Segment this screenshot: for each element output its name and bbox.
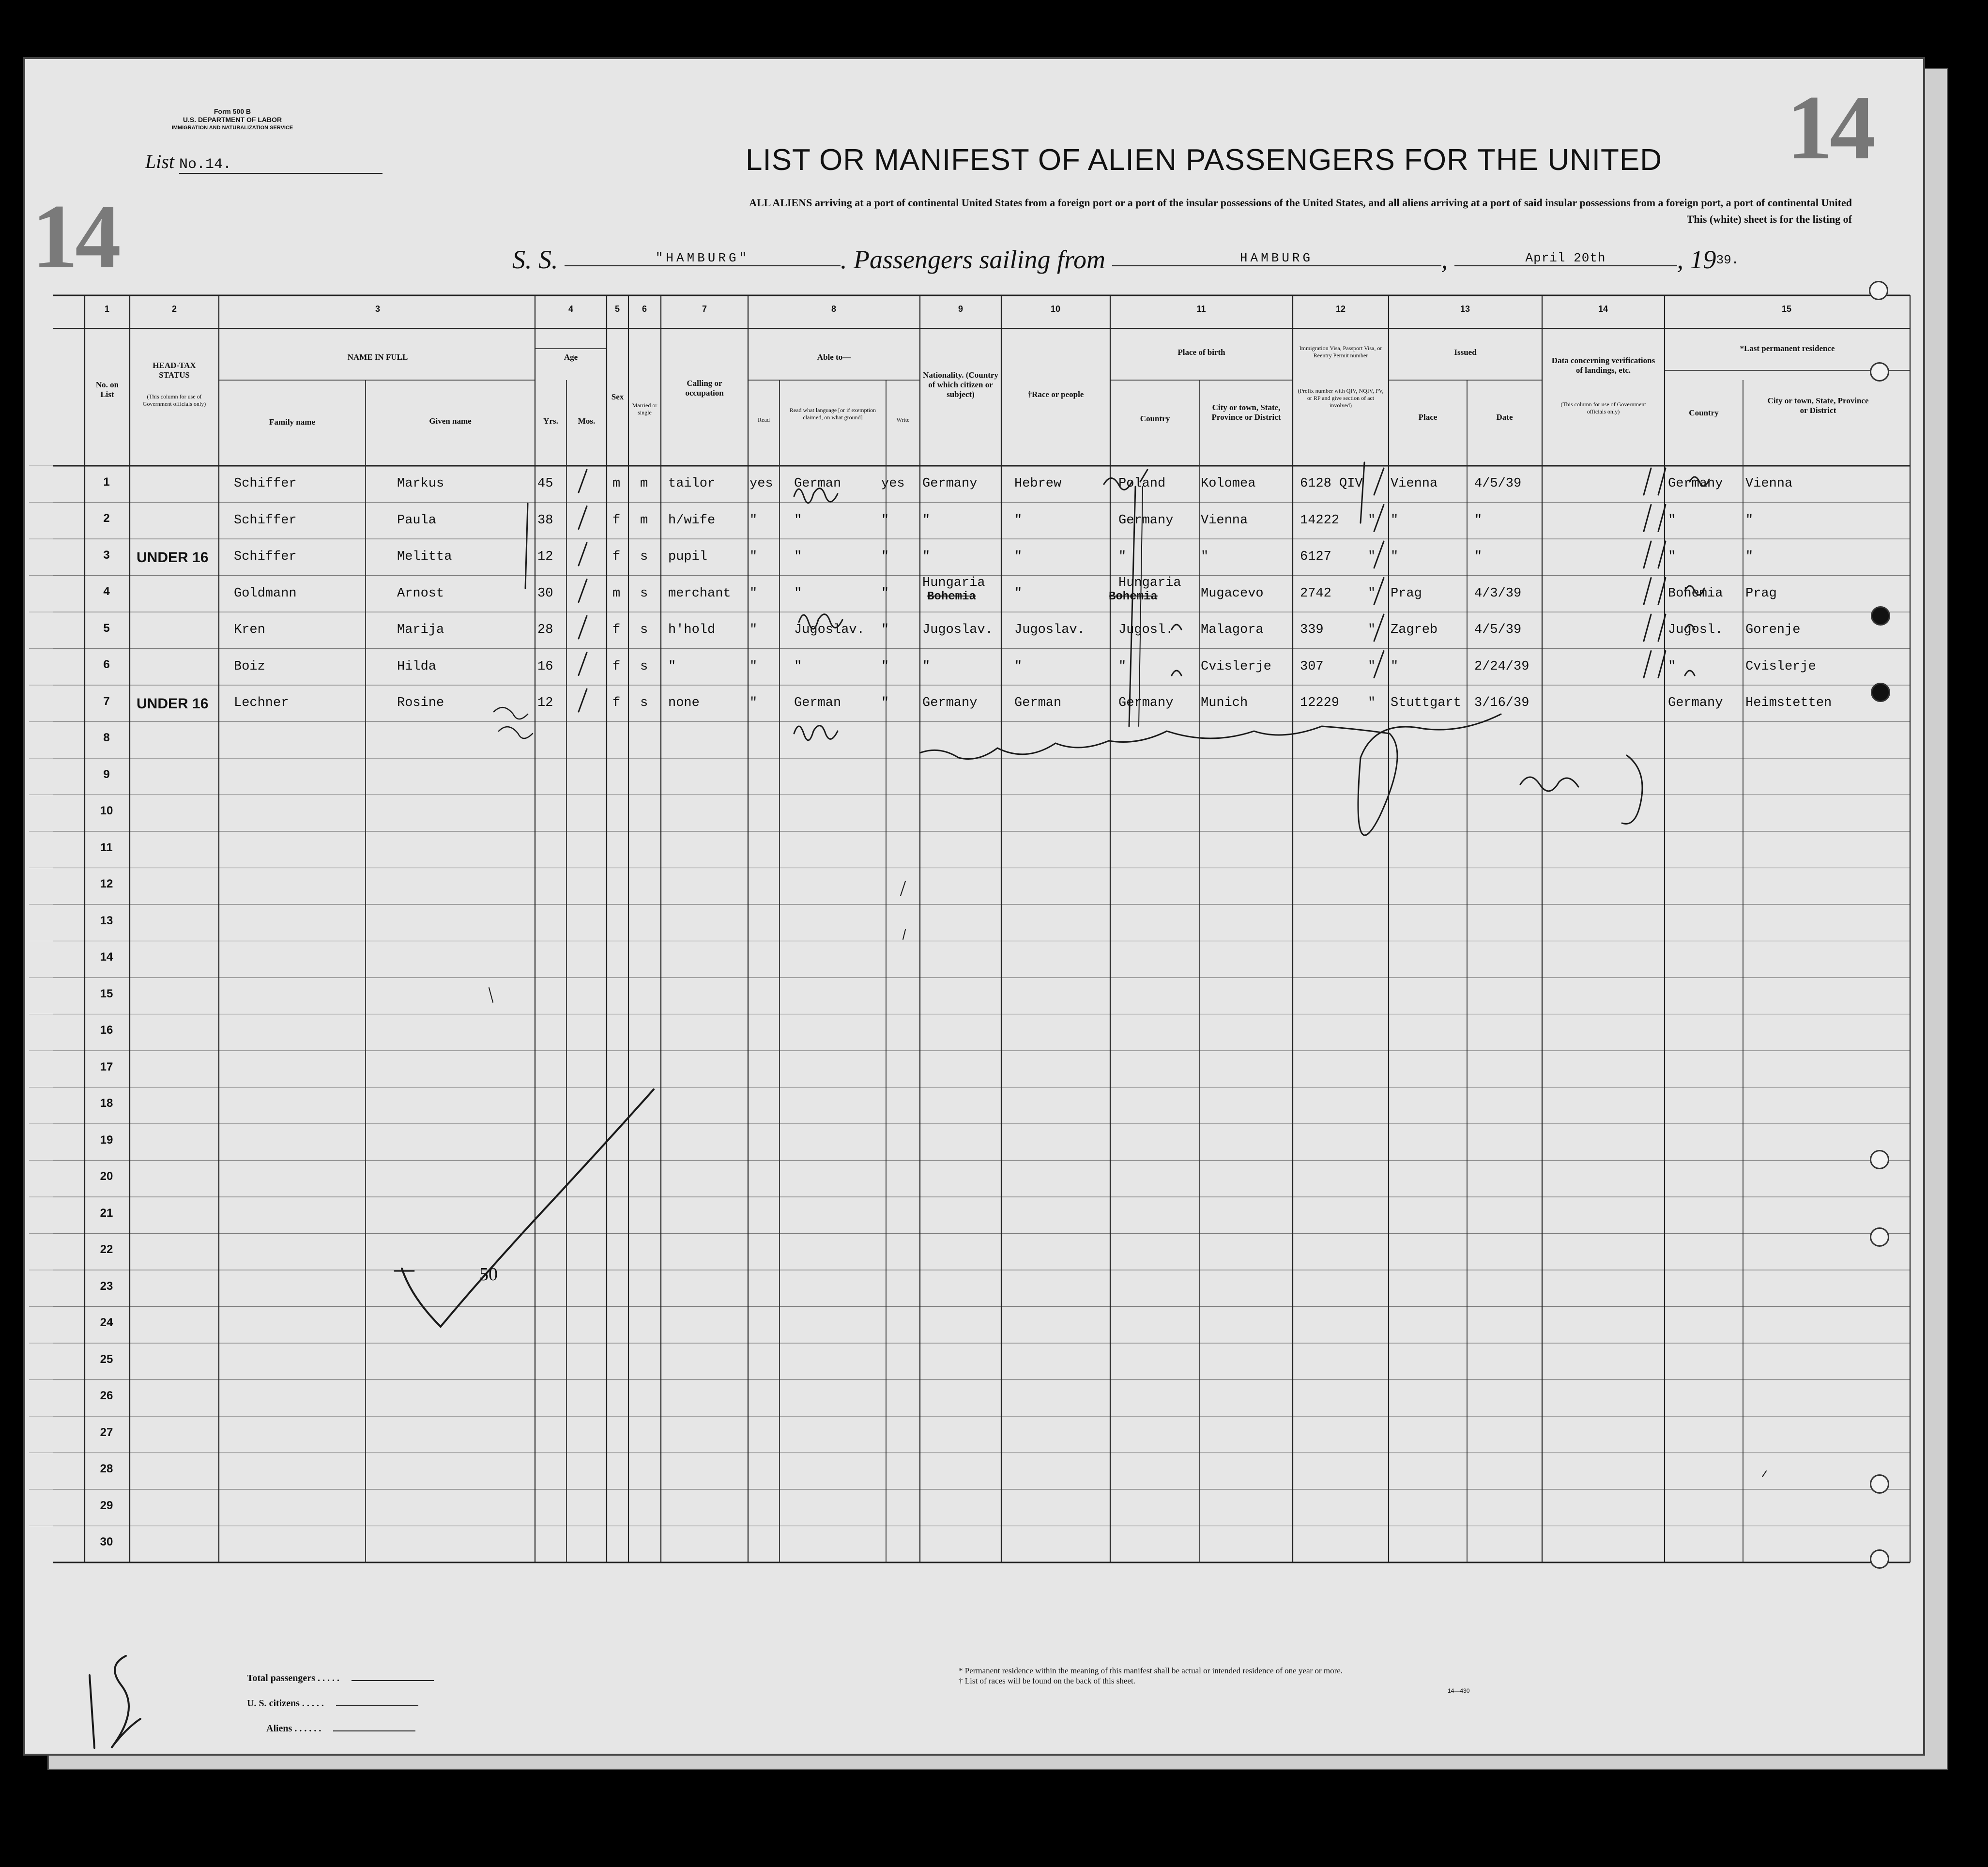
visa-ditto: " bbox=[1368, 550, 1376, 564]
given-name: Melitta bbox=[397, 550, 452, 564]
residence-city: Heimstetten bbox=[1745, 696, 1832, 710]
visa-number: 14222 bbox=[1300, 513, 1340, 528]
family-name: Boiz bbox=[234, 659, 265, 674]
check-mark bbox=[1374, 651, 1384, 678]
issued-place: " bbox=[1391, 659, 1399, 674]
handwritten-note bbox=[1685, 625, 1695, 629]
header-nationality: Nationality. (Country of which citizen or subject) bbox=[923, 370, 998, 399]
row-number: 12 bbox=[100, 877, 113, 891]
visa-ditto: " bbox=[1368, 696, 1376, 710]
age-years: 12 bbox=[537, 696, 553, 710]
family-name: Schiffer bbox=[234, 550, 297, 564]
read-language: German bbox=[794, 696, 841, 710]
nationality: " bbox=[922, 550, 931, 564]
row-number: 30 bbox=[100, 1535, 113, 1549]
row-number: 5 bbox=[103, 621, 110, 635]
can-read: " bbox=[749, 586, 758, 601]
sailing-date: April 20th bbox=[1454, 251, 1677, 266]
column-number: 3 bbox=[375, 304, 381, 314]
header-read-language: Read what language [or if exemption claimed, on what ground] bbox=[789, 407, 876, 421]
header-married: Married or single bbox=[632, 402, 658, 416]
sex: f bbox=[612, 696, 621, 710]
check-mark bbox=[1374, 468, 1384, 495]
sex: f bbox=[612, 550, 621, 564]
age-years: 30 bbox=[537, 586, 553, 601]
column-number: 8 bbox=[831, 304, 837, 314]
footnotes bbox=[959, 1666, 1343, 1686]
header-write: Write bbox=[896, 416, 910, 423]
row-number: 6 bbox=[103, 658, 110, 672]
ship-prefix: S. S. bbox=[512, 245, 558, 274]
handwritten-note bbox=[920, 714, 1501, 835]
can-read: " bbox=[749, 659, 758, 674]
check-mark bbox=[1658, 505, 1666, 532]
issued-place: Vienna bbox=[1391, 476, 1438, 491]
year-suffix: 39. bbox=[1716, 253, 1739, 267]
handwritten-note bbox=[1520, 777, 1578, 791]
column-number: 5 bbox=[614, 304, 620, 314]
birth-city: Cvislerje bbox=[1201, 659, 1271, 674]
handwritten-note bbox=[494, 707, 533, 738]
footnote-races: † List of races will be found on the back of this sheet. bbox=[959, 1676, 1135, 1685]
issued-place: Prag bbox=[1391, 586, 1422, 601]
marital-status: s bbox=[640, 623, 648, 637]
handwritten-note bbox=[1685, 586, 1704, 595]
handwritten-note bbox=[794, 489, 838, 503]
header-issued-date: Date bbox=[1496, 413, 1513, 422]
row-number: 4 bbox=[103, 585, 110, 598]
given-name: Rosine bbox=[397, 696, 444, 710]
race: Hebrew bbox=[1014, 476, 1062, 491]
birth-country: Hungaria bbox=[1118, 575, 1181, 590]
stray-mark bbox=[489, 881, 1766, 1477]
header-given-name: Given name bbox=[429, 416, 472, 426]
check-mark bbox=[1658, 468, 1666, 495]
header-place-of-birth: Place of birth bbox=[1178, 348, 1225, 357]
totals-block: Total passengers . . . . . U. S. citizens . . . . . Aliens . . . . . . bbox=[247, 1666, 434, 1741]
row-number: 22 bbox=[100, 1243, 113, 1256]
can-write: " bbox=[881, 696, 889, 710]
read-language: Jugoslav. bbox=[794, 623, 865, 637]
race: " bbox=[1014, 586, 1023, 601]
check-mark bbox=[1644, 578, 1651, 605]
total-passengers-line bbox=[352, 1680, 434, 1681]
race: " bbox=[1014, 550, 1023, 564]
header-issued-place: Place bbox=[1418, 413, 1437, 422]
visa-number: 339 bbox=[1300, 623, 1324, 637]
us-citizens-label: U. S. citizens bbox=[247, 1698, 300, 1709]
column-number: 12 bbox=[1335, 304, 1346, 314]
residence-city: Gorenje bbox=[1745, 623, 1801, 637]
visa-ditto: " bbox=[1368, 659, 1376, 674]
row-number: 19 bbox=[100, 1133, 113, 1147]
check-mark bbox=[1644, 614, 1651, 641]
manifest-title: LIST OR MANIFEST OF ALIEN PASSENGERS FOR THE UNITED bbox=[746, 143, 1662, 177]
subtitle-line-2: This (white) sheet is for the listing of bbox=[1686, 213, 1852, 225]
header-visa-note: (Prefix number with QIV, NQIV, PV, or RP and give section of act involved) bbox=[1298, 387, 1384, 409]
visa-ditto: " bbox=[1368, 623, 1376, 637]
can-write: " bbox=[881, 623, 889, 637]
occupation: h/wife bbox=[668, 513, 716, 528]
header-yrs: Yrs. bbox=[543, 416, 558, 426]
row-number: 11 bbox=[100, 841, 113, 854]
header-head-tax: HEAD-TAX STATUS bbox=[153, 361, 196, 380]
can-write: " bbox=[881, 586, 889, 601]
check-mark bbox=[1658, 541, 1666, 568]
header-res-city: City or town, State, Province or District bbox=[1767, 396, 1869, 415]
residence-city: Vienna bbox=[1745, 476, 1793, 491]
issued-date: 4/3/39 bbox=[1474, 586, 1522, 601]
row-number: 23 bbox=[100, 1279, 113, 1293]
column-number: 14 bbox=[1598, 304, 1608, 314]
given-name: Marija bbox=[397, 623, 444, 637]
issued-place: " bbox=[1391, 513, 1399, 528]
family-name: Schiffer bbox=[234, 476, 297, 491]
handwritten-note bbox=[1622, 755, 1642, 824]
read-language: " bbox=[794, 586, 802, 601]
can-write: yes bbox=[881, 476, 905, 491]
ship-line: S. S. "HAMBURG" . Passengers sailing from HAMBURG , April 20th , 1939. bbox=[512, 245, 1739, 274]
ship-name: "HAMBURG" bbox=[565, 251, 841, 266]
footnote-residence: * Permanent residence within the meaning of this manifest shall be actual or intended residence of one year or more. bbox=[959, 1666, 1343, 1675]
column-number: 10 bbox=[1050, 304, 1061, 314]
race: " bbox=[1014, 659, 1023, 674]
column-number: 13 bbox=[1460, 304, 1470, 314]
issued-date: " bbox=[1474, 550, 1483, 564]
residence-city: " bbox=[1745, 513, 1754, 528]
row-number: 9 bbox=[103, 767, 110, 781]
bracket-mark bbox=[1139, 487, 1143, 726]
issued-place: " bbox=[1391, 550, 1399, 564]
birth-country: " bbox=[1118, 550, 1127, 564]
birth-city: " bbox=[1201, 550, 1209, 564]
check-mark bbox=[1374, 505, 1384, 532]
header-mos: Mos. bbox=[578, 416, 596, 426]
departure-port: HAMBURG bbox=[1112, 251, 1441, 266]
check-mark bbox=[1644, 505, 1651, 532]
race: " bbox=[1014, 513, 1023, 528]
handwritten-note bbox=[1104, 470, 1147, 490]
row-number: 1 bbox=[103, 475, 110, 489]
header-birth-city: City or town, State, Province or District bbox=[1211, 403, 1281, 422]
occupation: none bbox=[668, 696, 700, 710]
visa-number: 307 bbox=[1300, 659, 1324, 674]
sex: f bbox=[612, 623, 621, 637]
folio-number-left: 14 bbox=[32, 186, 118, 288]
occupation: tailor bbox=[668, 476, 716, 491]
head-tax-status: UNDER 16 bbox=[137, 696, 209, 712]
read-language: " bbox=[794, 659, 802, 674]
check-mark bbox=[1658, 614, 1666, 641]
year-prefix: 19 bbox=[1690, 245, 1716, 274]
issued-place: Stuttgart bbox=[1391, 696, 1461, 710]
form-code: 14—430 bbox=[1448, 1687, 1470, 1694]
check-mark bbox=[1374, 578, 1384, 605]
header-sex: Sex bbox=[611, 392, 624, 401]
check-mark bbox=[579, 689, 587, 712]
check-mark bbox=[579, 580, 587, 602]
occupation: merchant bbox=[668, 586, 731, 601]
bracket-mark bbox=[525, 504, 528, 588]
nationality: Germany bbox=[922, 476, 978, 491]
column-number: 4 bbox=[568, 304, 574, 314]
given-name: Paula bbox=[397, 513, 437, 528]
race: German bbox=[1014, 696, 1062, 710]
row-number: 2 bbox=[103, 512, 110, 525]
marital-status: m bbox=[640, 476, 648, 491]
residence-country: Bohemia bbox=[1668, 586, 1723, 601]
read-language: " bbox=[794, 513, 802, 528]
column-number: 9 bbox=[958, 304, 963, 314]
list-number: No.14. bbox=[179, 156, 382, 174]
nationality: Hungaria bbox=[922, 575, 985, 590]
row-number: 28 bbox=[100, 1462, 113, 1476]
can-read: yes bbox=[749, 476, 773, 491]
binder-hole bbox=[1870, 362, 1889, 382]
row-number: 10 bbox=[100, 804, 113, 818]
bracket-mark bbox=[1129, 487, 1135, 726]
can-write: " bbox=[881, 513, 889, 528]
row-number: 21 bbox=[100, 1206, 113, 1220]
occupation: " bbox=[668, 659, 676, 674]
sex: m bbox=[612, 476, 621, 491]
check-mark bbox=[579, 616, 587, 639]
visa-number: 6128 QIV bbox=[1300, 476, 1363, 491]
read-language: German bbox=[794, 476, 841, 491]
birth-country: Jugosl. bbox=[1118, 623, 1174, 637]
birth-country: Germany bbox=[1118, 696, 1174, 710]
column-number: 6 bbox=[642, 304, 647, 314]
row-number: 8 bbox=[103, 731, 110, 745]
marital-status: s bbox=[640, 550, 648, 564]
total-passengers-label: Total passengers bbox=[247, 1673, 315, 1683]
check-mark bbox=[579, 470, 587, 492]
birth-country: Germany bbox=[1118, 513, 1174, 528]
header-name-in-full: NAME IN FULL bbox=[347, 352, 408, 362]
visa-number: 6127 bbox=[1300, 550, 1331, 564]
header-calling: Calling or occupation bbox=[685, 379, 724, 398]
can-write: " bbox=[881, 550, 889, 564]
sex: f bbox=[612, 659, 621, 674]
sailing-label: Passengers sailing from bbox=[854, 245, 1106, 274]
visa-number: 2742 bbox=[1300, 586, 1331, 601]
binder-hole bbox=[1870, 1150, 1889, 1169]
issued-date: 2/24/39 bbox=[1474, 659, 1529, 674]
binder-hole bbox=[1871, 606, 1890, 626]
residence-city: Prag bbox=[1745, 586, 1777, 601]
birth-city: Kolomea bbox=[1201, 476, 1256, 491]
can-read: " bbox=[749, 550, 758, 564]
check-mark bbox=[1644, 468, 1651, 495]
binder-hole bbox=[1871, 683, 1890, 702]
sex: m bbox=[612, 586, 621, 601]
marital-status: m bbox=[640, 513, 648, 528]
check-mark bbox=[1644, 651, 1651, 678]
can-read: " bbox=[749, 696, 758, 710]
can-read: " bbox=[749, 623, 758, 637]
check-mark bbox=[579, 543, 587, 566]
race: Jugoslav. bbox=[1014, 623, 1085, 637]
residence-country: Germany bbox=[1668, 696, 1723, 710]
check-mark bbox=[1374, 614, 1384, 641]
binder-hole bbox=[1870, 1474, 1889, 1494]
binder-hole bbox=[1870, 1227, 1889, 1247]
occupation: h'hold bbox=[668, 623, 716, 637]
column-number: 15 bbox=[1781, 304, 1792, 314]
family-name: Schiffer bbox=[234, 513, 297, 528]
marital-status: s bbox=[640, 696, 648, 710]
birth-city: Mugacevo bbox=[1201, 586, 1264, 601]
header-family-name: Family name bbox=[269, 417, 315, 427]
check-mark bbox=[1361, 462, 1364, 523]
family-name: Kren bbox=[234, 623, 265, 637]
handwritten-note bbox=[1685, 671, 1695, 675]
check-mark bbox=[1658, 651, 1666, 678]
given-name: Hilda bbox=[397, 659, 437, 674]
header-no-on-list: No. on List bbox=[95, 380, 119, 399]
column-number: 2 bbox=[171, 304, 177, 314]
given-name: Arnost bbox=[397, 586, 444, 601]
sex: f bbox=[612, 513, 621, 528]
row-number: 24 bbox=[100, 1316, 113, 1330]
tally-count: 50 bbox=[479, 1264, 498, 1285]
residence-country: " bbox=[1668, 513, 1676, 528]
marital-status: s bbox=[640, 586, 648, 601]
header-read: Read bbox=[758, 416, 770, 423]
subtitle-line-1: ALL ALIENS arriving at a port of continental United States from a foreign port or a port of the insular possessions of the United States, and all aliens arriving at a port of said insular possessions from a foreign port, a port of continental United bbox=[749, 197, 1852, 209]
row-number: 26 bbox=[100, 1389, 113, 1403]
head-tax-status: UNDER 16 bbox=[137, 550, 209, 566]
row-number: 29 bbox=[100, 1499, 113, 1512]
header-verifications-note: (This column for use of Government officials only) bbox=[1560, 401, 1646, 415]
age-years: 45 bbox=[537, 476, 553, 491]
family-name: Lechner bbox=[234, 696, 289, 710]
service-name: IMMIGRATION AND NATURALIZATION SERVICE bbox=[171, 125, 293, 131]
occupation: pupil bbox=[668, 550, 708, 564]
birth-city: Malagora bbox=[1201, 623, 1264, 637]
handwritten-note bbox=[794, 726, 838, 740]
column-number: 7 bbox=[702, 304, 707, 314]
struck-birth-country: Bohemia bbox=[1109, 590, 1158, 603]
birth-country: " bbox=[1118, 659, 1127, 674]
row-number: 16 bbox=[100, 1024, 113, 1037]
header-verifications: Data concerning verifications of landings, etc. bbox=[1551, 356, 1655, 375]
column-number: 11 bbox=[1196, 304, 1206, 314]
can-read: " bbox=[749, 513, 758, 528]
header-age: Age bbox=[564, 352, 578, 362]
family-name: Goldmann bbox=[234, 586, 297, 601]
row-number: 25 bbox=[100, 1352, 113, 1366]
row-number: 15 bbox=[100, 987, 113, 1000]
header-res-country: Country bbox=[1689, 408, 1719, 417]
issued-date: 4/5/39 bbox=[1474, 476, 1522, 491]
large-check-mark bbox=[402, 1089, 654, 1327]
birth-city: Munich bbox=[1201, 696, 1248, 710]
us-citizens-line bbox=[336, 1705, 418, 1706]
visa-number: 12229 bbox=[1300, 696, 1340, 710]
given-name: Markus bbox=[397, 476, 444, 491]
check-mark bbox=[1644, 541, 1651, 568]
visa-ditto: " bbox=[1368, 586, 1376, 601]
row-number: 7 bbox=[103, 694, 110, 708]
row-number: 14 bbox=[100, 950, 113, 964]
birth-country: Poland bbox=[1118, 476, 1166, 491]
folio-number-right: 14 bbox=[1787, 77, 1873, 179]
visa-ditto: " bbox=[1368, 513, 1376, 528]
handwritten-note bbox=[799, 614, 842, 629]
residence-country: Germany bbox=[1668, 476, 1723, 491]
column-number: 1 bbox=[104, 304, 110, 314]
header-able-to: Able to— bbox=[817, 352, 851, 362]
binder-hole bbox=[1870, 1549, 1889, 1569]
row-number: 17 bbox=[100, 1060, 113, 1073]
residence-country: " bbox=[1668, 659, 1676, 674]
header-race: †Race or people bbox=[1027, 390, 1084, 399]
row-number: 3 bbox=[103, 548, 110, 562]
issued-date: " bbox=[1474, 513, 1483, 528]
age-years: 16 bbox=[537, 659, 553, 674]
struck-nationality: Bohemia bbox=[927, 590, 976, 603]
nationality: Germany bbox=[922, 696, 978, 710]
age-years: 12 bbox=[537, 550, 553, 564]
row-number: 27 bbox=[100, 1425, 113, 1439]
residence-city: " bbox=[1745, 550, 1754, 564]
nationality: Jugoslav. bbox=[922, 623, 993, 637]
check-mark bbox=[579, 506, 587, 529]
row-number: 13 bbox=[100, 914, 113, 927]
check-mark bbox=[1374, 541, 1384, 568]
read-language: " bbox=[794, 550, 802, 564]
handwritten-note bbox=[1172, 671, 1181, 675]
residence-country: " bbox=[1668, 550, 1676, 564]
form-number: Form 500 B bbox=[214, 107, 251, 115]
header-birth-country: Country bbox=[1140, 414, 1170, 423]
age-years: 28 bbox=[537, 623, 553, 637]
row-number: 20 bbox=[100, 1170, 113, 1183]
header-visa: Immigration Visa, Passport Visa, or Reentry Permit number bbox=[1299, 345, 1382, 359]
header-head-tax-note: (This column for use of Government officials only) bbox=[142, 393, 206, 407]
list-label: List bbox=[145, 151, 175, 172]
row-number: 18 bbox=[100, 1097, 113, 1110]
issued-date: 4/5/39 bbox=[1474, 623, 1522, 637]
header-last-residence: *Last permanent residence bbox=[1740, 344, 1835, 353]
check-mark bbox=[1658, 578, 1666, 605]
margin-number-mark bbox=[90, 1656, 140, 1748]
check-mark bbox=[579, 653, 587, 675]
issued-place: Zagreb bbox=[1391, 623, 1438, 637]
nationality: " bbox=[922, 659, 931, 674]
nationality: " bbox=[922, 513, 931, 528]
residence-city: Cvislerje bbox=[1745, 659, 1816, 674]
handwritten-note bbox=[1172, 625, 1181, 629]
aliens-line bbox=[333, 1730, 415, 1731]
handwritten-note bbox=[1690, 477, 1709, 486]
department-name: U.S. DEPARTMENT OF LABOR bbox=[183, 116, 282, 123]
binder-hole bbox=[1869, 281, 1888, 300]
header-issued: Issued bbox=[1454, 348, 1477, 357]
residence-country: Jugosl. bbox=[1668, 623, 1723, 637]
issued-date: 3/16/39 bbox=[1474, 696, 1529, 710]
aliens-label: Aliens bbox=[266, 1723, 292, 1734]
age-years: 38 bbox=[537, 513, 553, 528]
marital-status: s bbox=[640, 659, 648, 674]
birth-city: Vienna bbox=[1201, 513, 1248, 528]
can-write: " bbox=[881, 659, 889, 674]
